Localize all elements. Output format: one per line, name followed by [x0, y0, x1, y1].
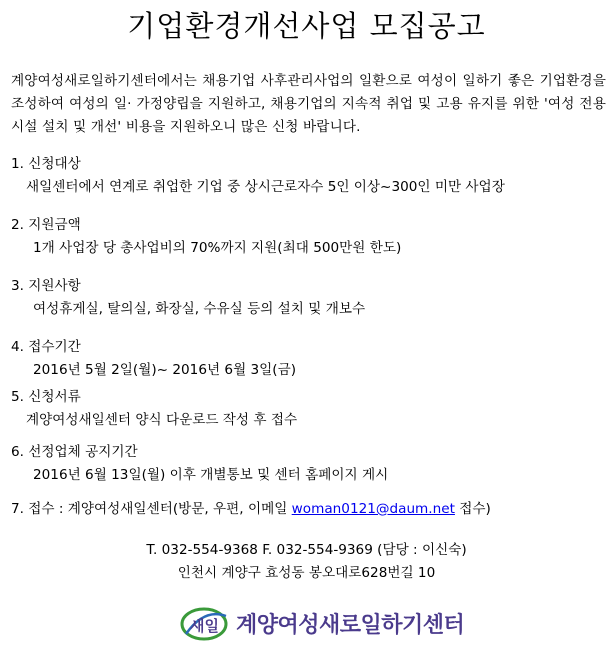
- submission-suffix: 접수): [454, 501, 491, 517]
- section-heading: 6. 선정업체 공지기간: [11, 444, 138, 460]
- section-period: [11, 336, 296, 382]
- section-documents: [11, 386, 297, 432]
- section-heading: 3. 지원사항: [11, 278, 81, 294]
- logo-mark-text: 새일: [190, 617, 219, 635]
- contact-info: [0, 539, 613, 585]
- section-announcement: [11, 441, 388, 487]
- center-logo: [180, 604, 464, 642]
- section-submission: [11, 498, 491, 521]
- section-body: 2016년 6월 13일(월) 이후 개별통보 및 센터 홈페이지 게시: [33, 467, 389, 483]
- intro-paragraph: 계양여성새로일하기센터에서는 채용기업 사후관리사업의 일환으로 여성이 일하기 좋은 기업환경을 조성하여 여성의 일· 가정양립을 지원하고, 채용기업의 지속적 취업 및 고용 유지를 위한 '여성 전용시설 설치 및 개선' 비용을 지원하오니 많은 신청 바랍니다.: [11, 73, 606, 135]
- saeil-logo-icon: [180, 604, 232, 642]
- section-heading: 4. 접수기간: [11, 339, 81, 355]
- submission-prefix: 7. 접수 : 계양여성새일센터(방문, 우편, 이메일: [11, 501, 292, 517]
- section-body: 여성휴게실, 탈의실, 화장실, 수유실 등의 설치 및 개보수: [33, 301, 366, 317]
- section-heading: 1. 신청대상: [11, 156, 81, 172]
- phone-fax-line: T. 032-554-9368 F. 032-554-9369 (담당 : 이신숙): [146, 542, 467, 558]
- email-link[interactable]: woman0121@daum.net: [291, 501, 455, 517]
- section-body: 2016년 5월 2일(월)~ 2016년 6월 3일(금): [33, 362, 297, 378]
- section-body: 계양여성새일센터 양식 다운로드 작성 후 접수: [26, 412, 298, 428]
- section-body: 1개 사업장 당 총사업비의 70%까지 지원(최대 500만원 한도): [33, 240, 402, 256]
- address-line: 인천시 계양구 효성동 봉오대로628번길 10: [177, 565, 436, 581]
- notice-title: 기업환경개선사업 모집공고: [127, 9, 486, 43]
- section-heading: 5. 신청서류: [11, 389, 81, 405]
- section-support-items: [11, 275, 365, 321]
- logo-name: 계양여성새로일하기센터: [236, 612, 465, 638]
- section-heading: 2. 지원금액: [11, 217, 81, 233]
- section-application-target: [11, 153, 505, 199]
- section-body: 새일센터에서 연계로 취업한 기업 중 상시근로자수 5인 이상~300인 미만 사업장: [26, 179, 505, 195]
- section-support-amount: [11, 214, 401, 260]
